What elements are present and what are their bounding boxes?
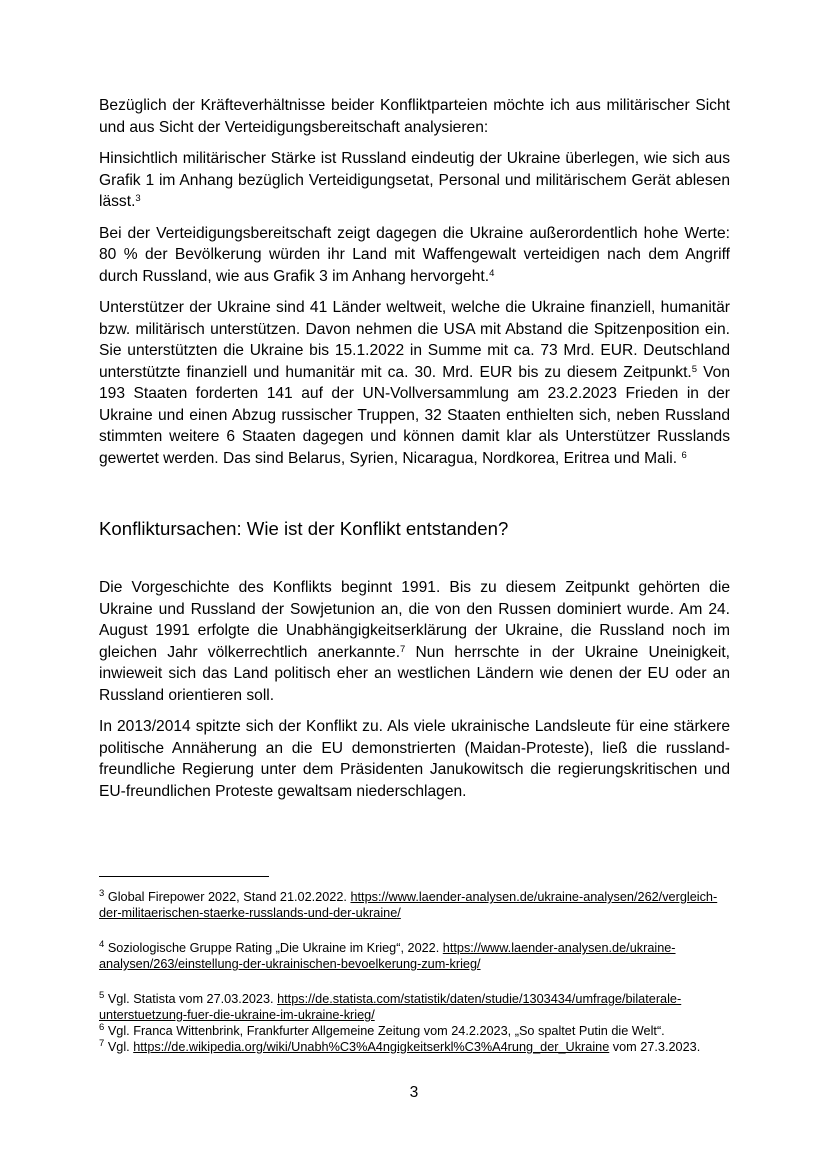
footnote-6: $^6$ Vgl. Franca Wittenbrink, Frankfurter Allgemeine Zeitung vom 24.2.2023, „So spaltet Putin die Welt“. [99,1022,665,1038]
page-number: 3 [409,1084,419,1101]
paragraph-defense-readiness: Bei der Verteidigungsbereitschaft zeigt dagegen die Ukraine außerordentlich hohe Werte: 80 % der Bevölkerung würden ihr Land mit Waffengewalt verteidigen nach dem Angriff durch Russland, wie aus Grafik 3 im Anhang hervorgeht.$^4$ [99,224,730,285]
footnote-ref-7[interactable]: 7 [400,643,406,655]
paragraph-military-strength: Hinsichtlich militärischer Stärke ist Russland eindeutig der Ukraine überlegen, wie sich aus Grafik 1 im Anhang bezüglich Verteidigungsetat, Personal und militärischem Gerät ablesen lässt.$^3$ [99,150,730,210]
footnotes [99,889,730,1055]
footnote-ref-4[interactable]: 4 [489,267,495,279]
footnote-4: $^4$ Soziologische Gruppe Rating „Die Ukraine im Krieg“, 2022. https://www.laender-analysen.de/ukraine-analysen/263/einstellung-der-ukrainischen-bevoelkerung-zum-krieg/ [99,939,676,971]
footnote-7-link[interactable]: https://de.wikipedia.org/wiki/Unabh%C3%A4ngigkeitserkl%C3%A4rung_der_Ukraine [133,1040,610,1054]
footnote-5: $^5$ Vgl. Statista vom 27.03.2023. https://de.statista.com/statistik/daten/studie/1303434/umfrage/bilaterale-unterstuetzung-fuer-die-ukraine-im-ukraine-krieg/ [99,990,682,1022]
main-text [99,95,730,812]
footnote-7: $^7$ Vgl. https://de.wikipedia.org/wiki/Unabh%C3%A4ngigkeitserkl%C3%A4rung_der_Ukraine vom 27.3.2023. [99,1038,701,1054]
paragraph-supporters: Unterstützer der Ukraine sind 41 Länder weltweit, welche die Ukraine finanziell, humanitär bzw. militärisch unterstützen. Davon nehmen die USA mit Abstand die Spitzenposition ein. Sie unterstützten die Ukraine bis 15.1.2022 in Summe mit ca. 73 Mrd. EUR. Deutschland unterstützte finanziell und humanitär mit ca. 30. Mrd. EUR bis zu diesem Zeitpunkt.$^5$ Von 193 Staaten forderten 141 auf der UN-Vollversammlung am 23.2.2023 Frieden in der Ukraine und einen Abzug russischer Truppen, 32 Staaten enthielten sich, neben Russland stimmten weitere 6 Staaten dagegen und können damit klar als Unterstützer Russlands gewertet werden. Das sind Belarus, Syrien, Nicaragua, Nordkorea, Eritrea und Mali. $^6$ [99,299,731,467]
footnote-ref-6[interactable]: 6 [681,449,687,461]
footnote-ref-3[interactable]: 3 [135,193,141,204]
paragraph-analysis-intro: Bezüglich der Kräfteverhältnisse beider Konfliktparteien möchte ich aus militärischer Sicht und aus Sicht der Verteidigungsbereitschaft analysieren: [99,97,730,136]
paragraph-2013-2014: In 2013/2014 spitzte sich der Konflikt zu. Als viele ukrainische Landsleute für eine stärkere politische Annäherung an die EU demonstrierten (Maidan-Proteste), ließ die russland-freundliche Regierung unter dem Präsidenten Janukowitsch die regierungskritischen und EU-freundlichen Proteste gewaltsam niederschlagen. [99,718,730,800]
footnote-separator [99,876,269,877]
paragraph-history: Die Vorgeschichte des Konflikts beginnt 1991. Bis zu diesem Zeitpunkt gehörten die Ukraine und Russland der Sowjetunion an, die von den Russen dominiert wurde. Am 24. August 1991 erfolgte die Unabhängigkeitserklärung der Ukraine, die Russland noch im gleichen Jahr völkerrechtlich anerkannte.$^7$ Nun herrschte in der Ukraine Uneinigkeit, inwieweit sich das Land politisch eher an westlichen Ländern wie denen der EU oder an Russland orientieren soll. [99,579,730,704]
footnote-3-link[interactable]: https://www.laender-analysen.de/ukraine-analysen/262/vergleich-der-militaerischen-staerke-russlands-und-der-ukraine/ [99,890,718,920]
footnote-3: $^3$ Global Firepower 2022, Stand 21.02.2022. https://www.laender-analysen.de/ukraine-analysen/262/vergleich-der-militaerischen-staerke-russlands-und-der-ukraine/ [99,888,718,920]
section-heading: Konfliktursachen: Wie ist der Konflikt entstanden? [99,518,509,539]
footnote-4-link[interactable]: https://www.laender-analysen.de/ukraine-analysen/263/einstellung-der-ukrainischen-bevoelkerung-zum-krieg/ [99,941,676,971]
footnote-5-link[interactable]: https://de.statista.com/statistik/daten/studie/1303434/umfrage/bilaterale-unterstuetzung-fuer-die-ukraine-im-ukraine-krieg/ [99,992,682,1022]
footnote-ref-5[interactable]: 5 [691,363,698,375]
